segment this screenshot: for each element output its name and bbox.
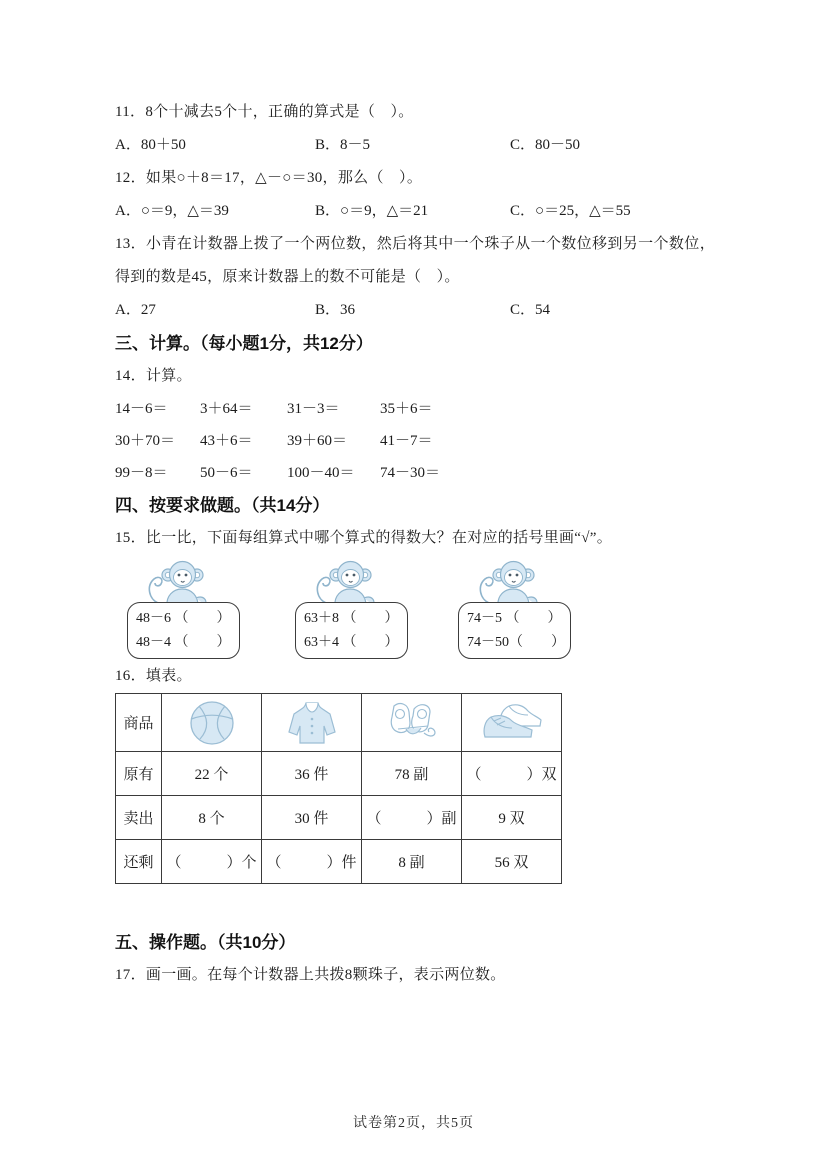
table-cell: 22 个 — [162, 752, 262, 796]
question-13-text: 13．小青在计数器上拨了一个两位数，然后将其中一个珠子从一个数位移到另一个数位，得到的数是45，原来计数器上的数不可能是（ ）。 — [115, 236, 715, 285]
compare-group-2 — [295, 555, 410, 660]
table-row-original — [116, 752, 562, 796]
coat-icon — [286, 699, 338, 747]
section-5-heading: 五、操作题。（共10分） — [115, 933, 296, 952]
question-11-text: 11．8个十减去5个十，正确的算式是（ ）。 — [115, 104, 414, 120]
table-corner-cell: 商品 — [116, 694, 162, 752]
section-4-heading: 四、按要求做题。（共14分） — [115, 496, 330, 515]
question-11-option-a: A．80＋50 — [115, 137, 186, 153]
table-cell: 30 件 — [262, 796, 362, 840]
compare-expression: 63＋8 （ ） — [304, 611, 399, 626]
calc-item: 74－30＝ — [380, 465, 441, 481]
table-cell: 8 个 — [162, 796, 262, 840]
exam-page-content — [115, 96, 715, 992]
question-11-options — [115, 129, 715, 162]
calc-item: 14－6＝ — [115, 401, 168, 417]
question-11-option-c: C．80－50 — [510, 137, 581, 153]
question-13-option-a: A．27 — [115, 302, 156, 318]
product-cell-shoes — [462, 694, 562, 752]
basketball-icon — [188, 699, 236, 747]
monkey-icon — [313, 558, 385, 608]
table-cell: 56 双 — [462, 840, 562, 884]
compare-group-3 — [458, 555, 573, 660]
compare-box-3 — [458, 602, 571, 659]
row-label: 卖出 — [116, 796, 162, 840]
product-cell-gloves — [362, 694, 462, 752]
calc-item: 100－40＝ — [287, 465, 355, 481]
table-cell: 8 副 — [362, 840, 462, 884]
question-15-text: 15．比一比，下面每组算式中哪个算式的得数大？在对应的括号里画“√”。 — [115, 530, 613, 546]
page-footer: 试卷第2页，共5页 — [353, 1116, 474, 1131]
compare-box-1 — [127, 602, 240, 659]
table-header-row — [116, 694, 562, 752]
calc-item: 99－8＝ — [115, 465, 168, 481]
table-cell: （ ）副 — [362, 796, 462, 840]
gloves-icon — [384, 700, 440, 746]
section-3-heading: 三、计算。（每小题1分，共12分） — [115, 334, 373, 353]
table-cell: （ ）件 — [262, 840, 362, 884]
question-13-options — [115, 294, 715, 327]
product-cell-coat — [262, 694, 362, 752]
compare-group-1 — [127, 555, 242, 660]
question-12-option-b: B．○＝9，△＝21 — [315, 203, 429, 219]
table-cell: （ ）个 — [162, 840, 262, 884]
question-16-label: 16．填表。 — [115, 668, 192, 684]
table-cell: 9 双 — [462, 796, 562, 840]
question-12-options — [115, 195, 715, 228]
table-cell: （ ）双 — [462, 752, 562, 796]
shoes-icon — [479, 702, 545, 744]
question-12-option-a: A．○＝9，△＝39 — [115, 203, 229, 219]
question-12-option-c: C．○＝25，△＝55 — [510, 203, 631, 219]
compare-expression: 74－50（ ） — [467, 635, 565, 650]
question-15-compare-groups — [115, 555, 715, 660]
fill-in-table — [115, 693, 562, 884]
calc-item: 35＋6＝ — [380, 401, 433, 417]
calc-item: 3＋64＝ — [200, 401, 253, 417]
product-cell-basketball — [162, 694, 262, 752]
calc-item: 39＋60＝ — [287, 433, 348, 449]
table-cell: 36 件 — [262, 752, 362, 796]
question-17-text: 17．画一画。在每个计数器上共拨8颗珠子，表示两位数。 — [115, 967, 506, 983]
calculation-grid — [115, 393, 715, 489]
calc-item: 31－3＝ — [287, 401, 340, 417]
row-label: 还剩 — [116, 840, 162, 884]
table-row-remaining — [116, 840, 562, 884]
monkey-icon — [145, 558, 217, 608]
question-13-option-c: C．54 — [510, 302, 551, 318]
row-label: 原有 — [116, 752, 162, 796]
compare-expression: 74－5 （ ） — [467, 611, 562, 626]
monkey-icon — [476, 558, 548, 608]
calc-item: 43＋6＝ — [200, 433, 253, 449]
question-11-option-b: B．8－5 — [315, 137, 371, 153]
question-14-label: 14．计算。 — [115, 368, 192, 384]
question-13-option-b: B．36 — [315, 302, 356, 318]
question-12-text: 12．如果○＋8＝17，△－○＝30，那么（ ）。 — [115, 170, 423, 186]
compare-expression: 63＋4 （ ） — [304, 635, 399, 650]
table-row-sold — [116, 796, 562, 840]
calc-item: 41－7＝ — [380, 433, 433, 449]
table-cell: 78 副 — [362, 752, 462, 796]
compare-box-2 — [295, 602, 408, 659]
calc-item: 50－6＝ — [200, 465, 253, 481]
calc-item: 30＋70＝ — [115, 433, 176, 449]
compare-expression: 48－6 （ ） — [136, 611, 231, 626]
compare-expression: 48－4 （ ） — [136, 635, 231, 650]
